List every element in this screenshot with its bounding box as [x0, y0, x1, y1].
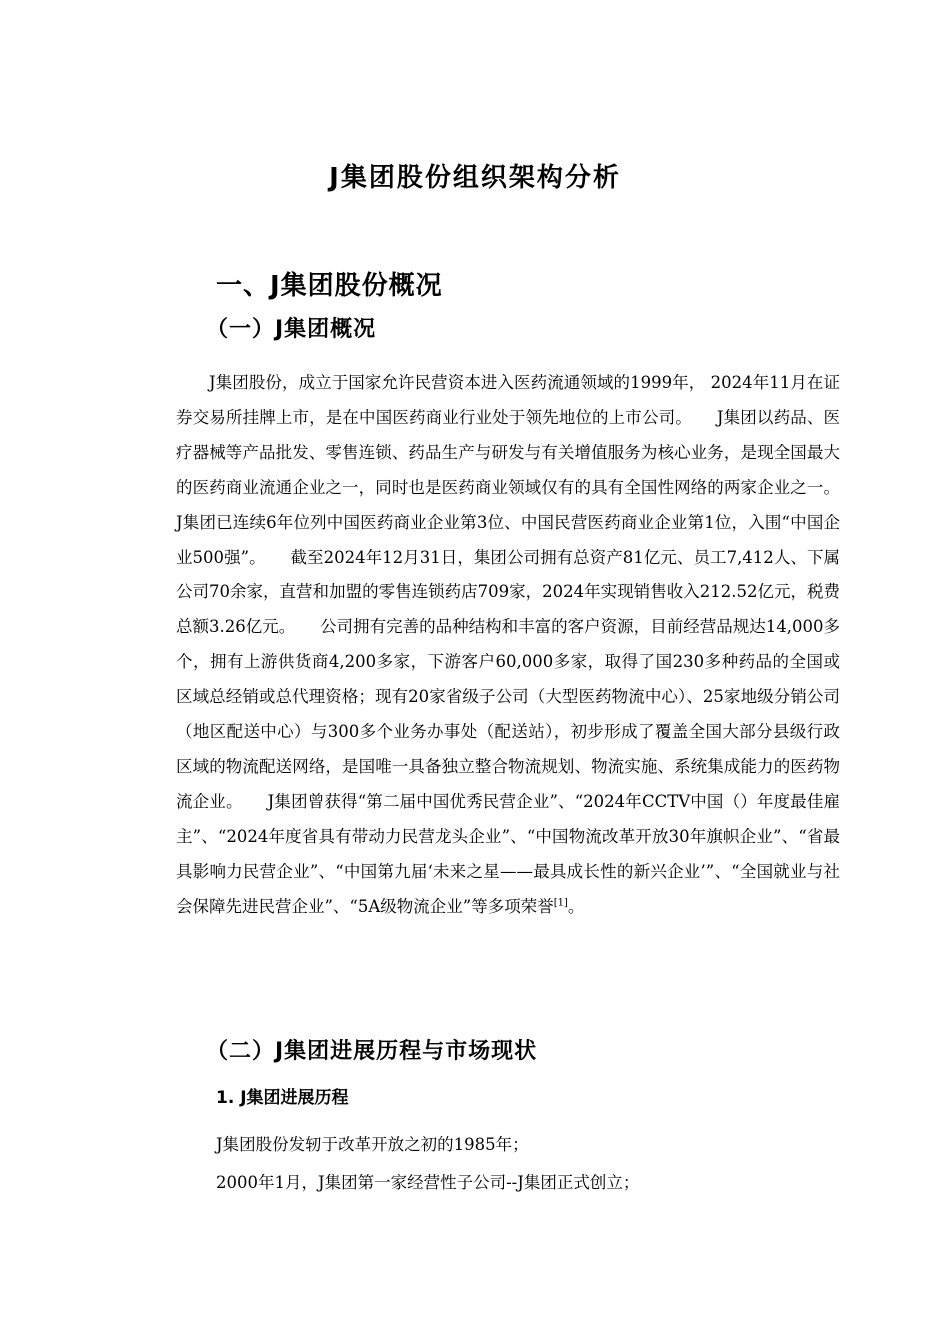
section-heading-overview: 一、J集团股份概况: [216, 271, 443, 301]
overview-paragraph-text: J集团股份，成立于国家允许民营资本进入医药流通领域的1999年， 2024年11月在证券交易所挂牌上市，是在中国医药商业行业处于领先地位的上市公司。 J集团以药品、医疗器械等产品批发、零售连锁、药品生产与研发与有关增值服务为核心业务，是现全国最大的医药商业流通企业之一，同时也是医药商业领域仅有的具有全国性网络的两家企业之一。J集团已连续6年位列中国医药商业企业第3位、中国民营医药商业企业第1位，入围“中国企业500强”。 截至2024年12月31日，集团公司拥有总资产81亿元、员工7,412人、下属公司70余家，直营和加盟的零售连锁药店709家，2024年实现销售收入212.52亿元，税费总额3.26亿元。 公司拥有完善的品种结构和丰富的客户资源，目前经营品规达14,000多个，拥有上游供货商4,200多家，下游客户60,000多家，取得了国230多种药品的全国或区域总经销或总代理资格；现有20家省级子公司（大型医药物流中心）、25家地级分销公司（地区配送中心）与300多个业务办事处（配送站），初步形成了覆盖全国大部分县级行政区域的物流配送网络，是国唯一具备独立整合物流规划、物流实施、系统集成能力的医药物流企业。 J集团曾获得“第二届中国优秀民营企业”、“2024年CCTV中国（）年度最佳雇主”、“2024年度省具有带动力民营龙头企业”、“中国物流改革开放30年旗帜企业”、“省最具影响力民营企业”、“中国第九届‘未来之星——最具成长性的新兴企业’”、“全国就业与社会保障先进民营企业”、“5A级物流企业”等多项荣誉: [176, 373, 840, 916]
overview-paragraph-end: 。: [567, 896, 585, 916]
citation-marker: [1]: [553, 897, 568, 909]
subsection-heading-group-overview: （一）J集团概况: [206, 317, 377, 342]
history-line-2000: 2000年1月，J集团第一家经营性子公司--J集团正式创立；: [216, 1173, 640, 1192]
document-title: J集团股份组织架构分析: [329, 163, 621, 193]
overview-paragraph: [176, 366, 840, 925]
item-heading-history: 1. J集团进展历程: [216, 1088, 349, 1108]
subsection-heading-history-market: （二）J集团进展历程与市场现状: [206, 1039, 538, 1064]
history-line-1985: J集团股份发轫于改革开放之初的1985年；: [216, 1135, 529, 1154]
